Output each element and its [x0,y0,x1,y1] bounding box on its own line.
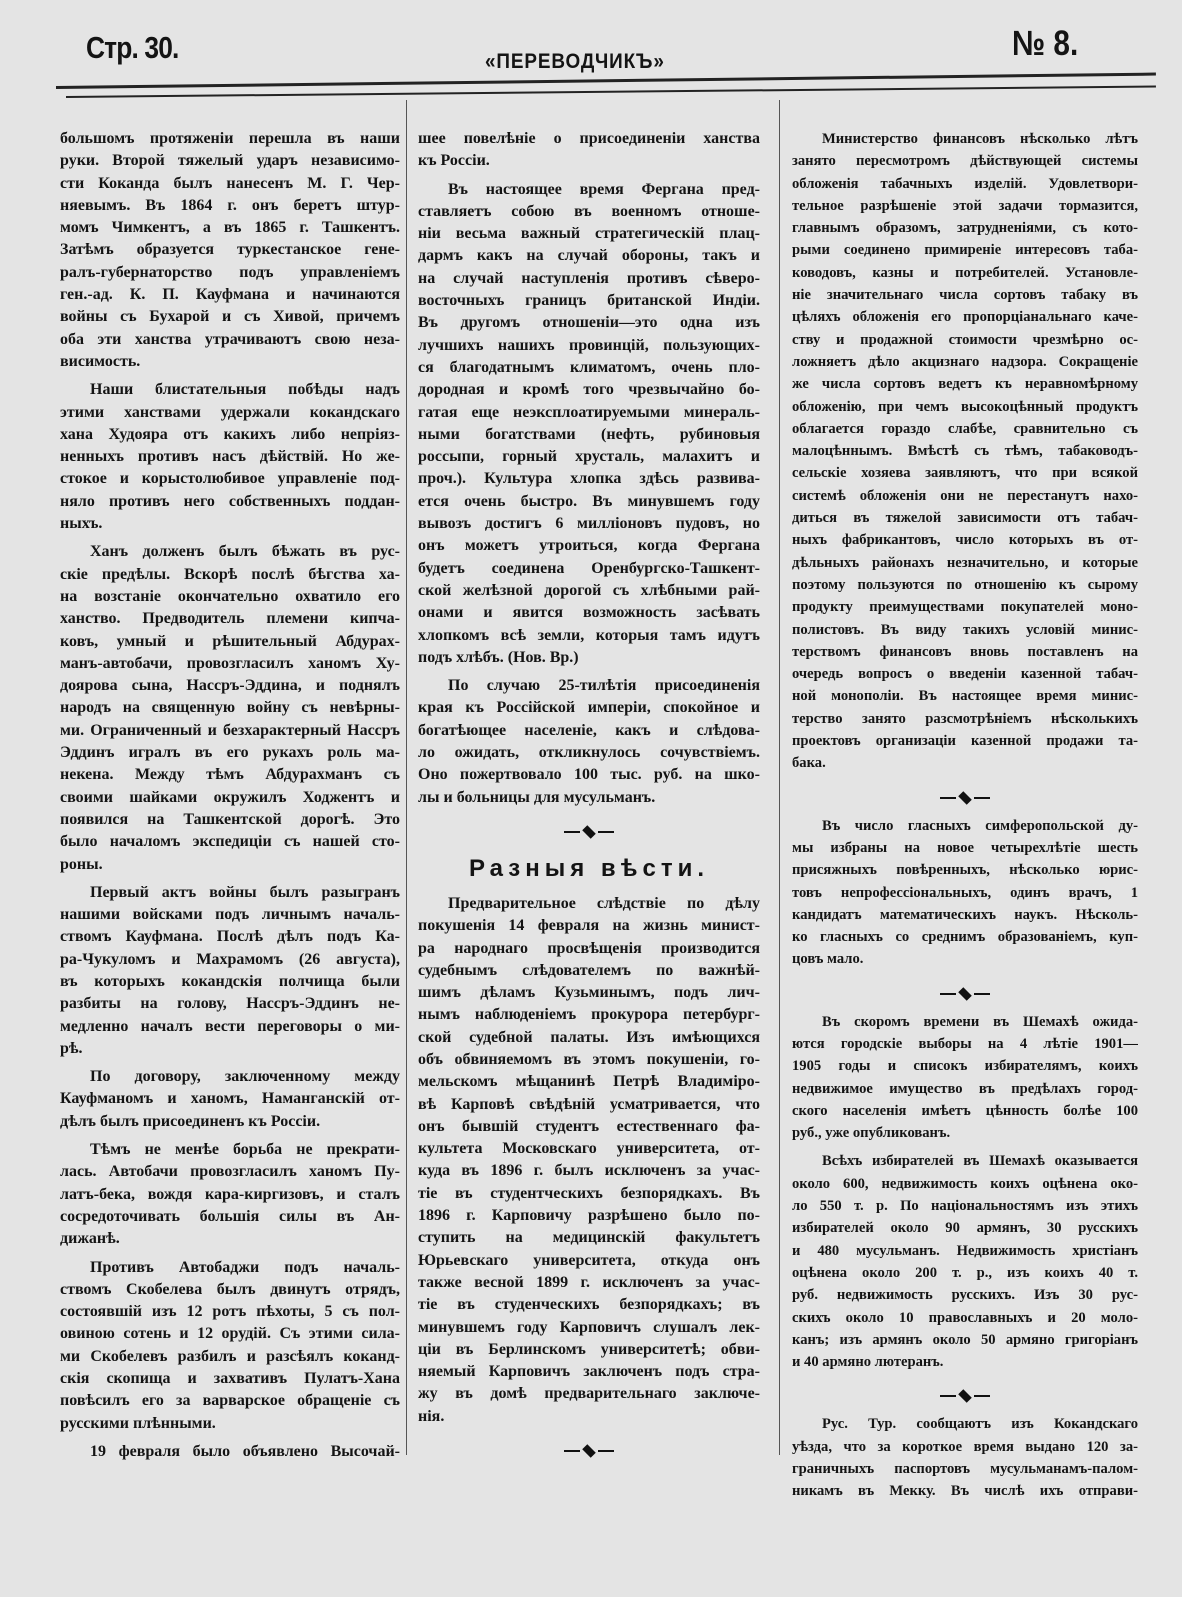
article-paragraph [60,1139,400,1250]
text-line: Юрьевскаго университета, откуда онъ [418,1251,760,1269]
article-paragraph [60,541,400,875]
text-line: къ Россіи. [418,152,490,170]
text-line: повѣсилъ его за варварское обращеніе съ [60,1392,400,1410]
text-line: жу въ домѣ предварительнаго заключе- [418,1385,760,1403]
text-line: гатая еще неэксплоатируемыми минераль- [418,403,760,421]
text-line: Противъ Автобаджи подъ началь- [90,1258,400,1276]
text-line: ло 550 т. р. По національностямъ изъ этихъ [792,1198,1138,1215]
text-line: кандидатъ математическихъ наукъ. Нѣсколь- [792,906,1138,923]
text-line: также весной 1899 г. исключенъ за учас- [418,1273,760,1291]
text-line: 1896 г. Карповичу разрѣшено было по- [418,1207,760,1225]
text-line: минувшемъ году Карповичъ слушалъ лек- [418,1318,760,1336]
text-line: присяжныхъ повѣренныхъ, нѣсколько юрис- [792,862,1138,879]
article-paragraph [792,1413,1138,1502]
text-line: висимость. [60,352,141,370]
text-line: оцѣнена около 200 т. р., изъ коихъ 40 т. [792,1264,1138,1281]
text-line: ныхъ фабрикантовъ, число которыхъ въ от- [792,532,1138,549]
text-line: обложенія табачныхъ изделій. Удовлетвори- [792,175,1138,192]
text-line: цовъ мало. [792,951,864,968]
text-line: граничныхъ паспортовъ мусульманамъ-палом- [792,1461,1138,1478]
text-line: нія. [418,1407,445,1425]
text-line: ныхъ. [60,515,103,533]
text-line: обложенію, при чемъ высокоцѣнный продуктъ [792,398,1138,415]
text-line: ными богатствами (нефть, рубиновыя [418,425,760,443]
text-line: 19 февраля было объявлено Высочай- [90,1442,400,1460]
ornament-divider [792,1379,1138,1413]
text-line: няемый Карповичъ заключенъ подъ стра- [418,1363,760,1381]
text-line: скихъ около 10 православныхъ и 20 моло- [792,1309,1138,1326]
text-line: дородная и кромѣ того чрезвычайно бо- [418,381,760,399]
text-line: полистовъ. Въ виду такихъ условій минис- [792,621,1138,638]
text-line: бака. [792,755,826,772]
text-line: судебнымъ слѣдователемъ по важнѣй- [418,961,760,979]
text-line: объ обвиняемомъ въ этомъ покушеніи, го- [418,1050,760,1068]
text-line: ген.-ад. К. П. Кауфмана и начинаются [60,286,400,304]
text-line: терствомъ финансовъ вновь поставленъ на [792,643,1138,660]
text-line: хана Худояра отъ какихъ либо непріяз- [60,425,400,443]
text-line: вѣ Карповѣ свѣдѣній усматривается, что [418,1095,760,1113]
text-line: стокое и корыстолюбивое управленіе под- [60,470,400,488]
article-paragraph [792,1011,1138,1145]
text-line: восточныхъ границъ британской Индіи. [418,292,760,310]
text-line: куда въ 1896 г. былъ исключенъ за учас- [418,1162,760,1180]
article-paragraph [792,1150,1138,1373]
text-line: доярова сына, Нассръ-Эддина, и поднялъ [60,677,400,695]
article-paragraph [418,128,760,173]
newspaper-title: «ПЕРЕВОДЧИКЪ» [485,50,665,73]
text-line: войны съ Бухарой и съ Хивой, причемъ [60,308,400,326]
text-line: ми Скобелевъ разбилъ и разсѣялъ коканд- [60,1347,400,1365]
text-line: скіе предѣлы. Вскорѣ послѣ бѣгства ха- [60,565,400,583]
text-line: 1905 годы и списокъ избирателямъ, коихъ [792,1058,1138,1075]
text-line: мельскомъ мѣщанинѣ Петрѣ Владиміро- [418,1073,760,1091]
text-line: Кауфманомъ и ханомъ, Наманганскій от- [60,1090,400,1108]
text-line: ніи весьма важный стратегическій плац- [418,225,760,243]
text-line: вывозъ достигъ 6 милліоновъ пудовъ, но [418,515,760,533]
text-line: руб., уже опубликованъ. [792,1125,951,1142]
text-line: Эддинъ игралъ въ его рукахъ роль ма- [60,744,400,762]
article-paragraph [60,1257,400,1435]
text-line: покушенія 14 февраля на жизнь минист- [418,917,760,935]
text-line: ководовъ, казны и потребителей. Установле- [792,264,1138,281]
text-line: мы избраны на новое четырехлѣтіе шесть [792,839,1138,856]
text-line: Наши блистательныя побѣды надъ [90,381,400,399]
text-line: оба эти ханства утрачиваютъ свою неза- [60,330,400,348]
article-paragraph [418,893,760,1428]
column-divider [406,100,407,1455]
text-line: народъ на священную войну съ невѣрны- [60,699,400,717]
ornament-divider [418,815,760,849]
article-paragraph [60,882,400,1060]
header-rule-bottom [66,86,1156,98]
text-line: дармъ какъ на случай обороны, такъ и [418,247,760,265]
text-line: тіе въ студентческихъ безпорядкахъ. Въ [418,1184,760,1202]
article-paragraph [60,1441,400,1463]
text-line: будетъ соединена Оренбургско-Ташкент- [418,559,760,577]
text-line: По договору, заключенному между [90,1068,400,1086]
article-paragraph [418,179,760,670]
text-line: момъ Чимкентъ, а въ 1865 г. Ташкентъ. [60,219,400,237]
text-line: занято пересмотромъ дѣйствующей системы [792,153,1138,170]
text-line: дижанѣ. [60,1230,120,1248]
text-line: хлопкомъ всѣ земли, которыя тамъ идутъ [418,626,760,644]
text-line: разбиты на голову, Нассръ-Эддинъ не- [60,995,400,1013]
text-line: Въ настоящее время Фергана пред- [448,180,760,198]
text-line: проч.). Культура хлопка здѣсь развива- [418,470,760,488]
text-line: сельскіе хозяева заявляютъ, что при всякой [792,465,1138,482]
text-line: ніе значительнаго числа сортовъ табаку въ [792,287,1138,304]
text-line: облагается гораздо слабѣе, сравнительно съ [792,420,1138,437]
text-line: ложняетъ дѣло акцизнаго надзора. Сокращеніе [792,353,1138,370]
text-line: ствомъ Скобелева былъ двинутъ отрядъ, [60,1280,400,1298]
article-paragraph [60,379,400,535]
ornament-divider [418,1434,760,1468]
text-line: поэтому пользуются по отношенію къ сырому [792,576,1138,593]
text-line: малоцѣннымъ. Вмѣстѣ съ тѣмъ, табаководъ- [792,443,1138,460]
text-line: тельное разрѣшеніе этой задачи тормазится, [792,197,1138,214]
text-line: Рус. Тур. сообщаютъ изъ Кокандскаго [822,1416,1138,1433]
text-line: продукту преимуществами покупателей моно- [792,599,1138,616]
text-line: недвижимое имущество въ предѣлахъ город- [792,1080,1138,1097]
text-line: системѣ обложенія они не перестанутъ нахо- [792,487,1138,504]
text-line: овиною сотень и 12 орудій. Съ этими сила- [60,1325,400,1343]
text-line: дѣлъ былъ присоединенъ къ Россіи. [60,1112,321,1130]
text-line: Ханъ долженъ былъ бѣжать въ рус- [90,543,400,561]
text-line: ра народнаго просвѣщенія производится [418,939,760,957]
column-divider [779,100,780,1455]
text-line: русскими плѣнными. [60,1414,216,1432]
text-line: тіе въ студенческихъ безпорядкахъ; въ [418,1296,760,1314]
text-line: ненныхъ противъ насъ дѣйствій. Но же- [60,448,400,466]
text-line: ствомъ Кауфмана. Послѣ дѣлъ подъ Ка- [60,928,400,946]
text-line: дѣльныхъ районахъ незначительно, и которые [792,554,1138,571]
text-line: на случай наступленія противъ сѣверо- [418,269,760,287]
text-line: товъ непрофессіональныхъ, одинъ врачъ, 1 [792,884,1138,901]
text-line: руб. недвижимость русскихъ. Изъ 30 рус- [792,1287,1138,1304]
section-heading: Разныя вѣсти. [468,854,710,882]
text-line: ханство. Предводитель племени кипча- [60,610,400,628]
text-line: цѣляхъ обложенія его пропорціанальнаго каче- [792,309,1138,326]
text-line: латъ-бека, вождя кара-киргизовъ, и сталъ [60,1185,400,1203]
text-line: лучшихъ нашихъ провинцій, пользующих- [418,336,760,354]
text-line: этими ханствами удержали кокандскаго [60,403,400,421]
text-line: Въ число гласныхъ симферопольской ду- [822,817,1138,834]
text-line: ставляетъ собою въ военномъ отноше- [418,202,760,220]
text-line: онъ бывшій студентъ естественнаго фа- [418,1117,760,1135]
text-line: По случаю 25-тилѣтія присоединенія [448,677,760,695]
text-line: нашими войсками подъ личнымъ началь- [60,906,400,924]
text-line: Первый актъ войны былъ разыгранъ [90,883,400,901]
text-line: и 40 армяно лютеранъ. [792,1354,944,1371]
text-line: Затѣмъ образуется туркестанское гене- [60,241,400,259]
text-line: шее повелѣніе о присоединеніи ханства [418,130,760,147]
text-line: и 480 мусульманъ. Недвижимость христіанъ [792,1242,1138,1259]
article-paragraph [792,815,1138,971]
text-line: некена. Между тѣмъ Абдурахманъ съ [60,766,400,784]
article-paragraph [792,128,1138,775]
article-paragraph [60,1066,400,1133]
text-line: ціи въ Берлинскомъ университетѣ; обви- [418,1340,760,1358]
text-line: ра-Чукуломъ и Махрамомъ (26 августа), [60,950,400,968]
text-line: рыми соединено примиреніе интересовъ таба- [792,242,1138,259]
text-line: ковъ, умный и рѣшительный Абдурах- [60,632,400,650]
text-line: ступить на медицинскій факультетъ [418,1229,760,1247]
text-line: ется очень быстро. Въ минувшемъ году [418,492,760,510]
text-line: диться въ тяжелой зависимости отъ табач- [792,510,1138,527]
text-line: богатѣющее населеніе, какъ и слѣдова- [418,721,760,739]
text-line: края къ Россійской имперіи, спокойное и [418,699,760,717]
text-line: избирателей около 90 армянъ, 30 русскихъ [792,1220,1138,1237]
text-line: няевымъ. Въ 1864 г. онъ беретъ штур- [60,196,400,214]
text-line: нымъ наблюденіемъ прокурора петербург- [418,1006,760,1024]
text-line: медленно началъ вести переговоры о ми- [60,1017,400,1035]
text-line: около 600, недвижимость коихъ оцѣнена око- [792,1175,1138,1192]
text-line: Въ другомъ отношеніи—это одна изъ [418,314,760,332]
text-line: Всѣхъ избирателей въ Шемахѣ оказывается [822,1153,1138,1170]
text-line: большомъ протяженіи перешла въ наши [60,130,400,147]
text-line: культета Московскаго университета, от- [418,1140,760,1158]
text-line: состоявшій изъ 12 ротъ пѣхоты, 5 съ пол- [60,1303,400,1321]
text-line: Оно пожертвовало 100 тыс. руб. на шко- [418,766,760,784]
text-line: очередь вопросъ о введеніи казенной табач- [792,666,1138,683]
text-line: проектовъ организаціи казенной продажи та- [792,733,1138,750]
column-2 [418,128,760,1468]
text-line: ству и продажной стоимости чрезмѣрно ос- [792,331,1138,348]
text-line: лы и больницы для мусульманъ. [418,788,656,806]
text-line: ко гласныхъ со среднимъ образованіемъ, куп- [792,929,1138,946]
text-line: своими шайками окружилъ Ходжентъ и [60,788,400,806]
text-line: ского населенія имѣетъ цѣнность болѣе 100 [792,1102,1138,1119]
text-line: руки. Второй тяжелый ударъ независимо- [60,152,400,170]
text-line: роны. [60,855,103,873]
text-line: рѣ. [60,1039,83,1057]
text-line: было началомъ экспедиціи съ нашей сто- [60,833,400,851]
ornament-divider [792,781,1138,815]
text-line: сосредоточивать большія силы въ Ан- [60,1207,400,1225]
text-line: главнымъ образомъ, затрудненіями, съ кото- [792,220,1138,237]
text-line: скія скопища и захвативъ Пулатъ-Хана [60,1370,400,1388]
text-line: канъ; изъ армянъ около 50 армяно григоріанъ [792,1331,1138,1348]
article-paragraph [60,128,400,373]
text-line: подъ хлѣбъ. (Нов. Вр.) [418,648,579,666]
text-line: никамъ въ Мекку. Въ числѣ ихъ отправи- [792,1483,1138,1500]
text-line: няло противъ него собственныхъ поддан- [60,492,400,510]
text-line: же числа сортовъ ведетъ къ неравномѣрному [792,376,1138,393]
text-line: терство занято разсмотрѣніемъ нѣсколькихъ [792,710,1138,727]
page-number: Стр. 30. [86,30,179,65]
text-line: уѣзда, что за короткое время выдано 120 за- [792,1438,1138,1455]
text-line: ми. Ограниченный и безхарактерный Нассръ [60,721,400,739]
text-line: ской желѣзной дорогой съ хлѣбными рай- [418,581,760,599]
text-line: ся благодатнымъ климатомъ, очень пло- [418,358,760,376]
text-line: шимъ дѣламъ Кузьминымъ, подъ лич- [418,984,760,1002]
text-line: въ которыхъ кокандскія полчища были [60,972,400,990]
column-1 [60,128,400,1469]
text-line: на возстаніе окончательно охватило его [60,587,400,605]
text-line: ло ожидать, откликнулось сочувствіемъ. [418,744,760,762]
text-line: ралъ-губернаторство подъ управленіемъ [60,263,400,281]
text-line: ной монополіи. Въ настоящее время минис- [792,688,1138,705]
text-line: ются городскіе выборы на 4 лѣтіе 1901— [792,1035,1138,1052]
article-paragraph [418,675,760,809]
text-line: россыпи, горный хрусталь, малахитъ и [418,448,760,466]
text-line: появился на Ташкентской дорогѣ. Это [60,810,400,828]
text-line: Предварительное слѣдствіе по дѣлу [448,894,760,912]
text-line: Въ скоромъ времени въ Шемахѣ ожида- [822,1013,1138,1030]
text-line: манъ-автобачи, провозгласилъ ханомъ Ху- [60,654,400,672]
text-line: Министерство финансовъ нѣсколько лѣтъ [822,131,1138,147]
text-line: ской судебной палаты. Изъ имѣющихся [418,1028,760,1046]
text-line: онъ можетъ утроиться, когда Фергана [418,537,760,555]
text-line: сти Коканда былъ нанесенъ М. Г. Чер- [60,174,400,192]
ornament-divider [792,977,1138,1011]
column-3 [792,128,1138,1509]
issue-number: № 8. [1012,24,1079,63]
text-line: онами и явится возможность засѣвать [418,604,760,622]
text-line: Тѣмъ не менѣе борьба не прекрати- [90,1141,400,1159]
text-line: лась. Автобачи провозгласилъ ханомъ Пу- [60,1163,400,1181]
